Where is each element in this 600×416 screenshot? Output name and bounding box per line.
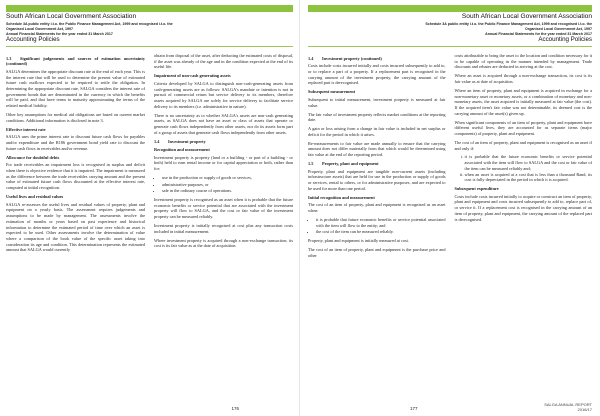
list-item: i. it is probable that the future economic benefits or service potential associated with the item will flow to SALGA and the cost or fair value of the item can be measured reliably and; <box>465 154 593 171</box>
right-columns <box>308 53 592 262</box>
heading-text: Recognition and measurement <box>154 146 210 152</box>
paragraph: Investment property is property (land or a building - or part of a building - or both) held to earn rental income or for capital appreciation or both, rather than for: <box>154 154 293 172</box>
paragraph: costs attributable to bring the asset to the location and condition necessary for it to be capable of operating in the manner intended by management. Trade discounts and rebates are deducted in arriving at the cost. <box>454 53 592 70</box>
header-line-2: Organised Local Government Act, 1997 <box>525 27 592 31</box>
left-columns <box>6 53 293 256</box>
footer-report-name: SALGA ANNUAL REPORT <box>544 402 592 407</box>
section-number: 1.4 <box>308 55 314 61</box>
section-heading <box>455 186 593 192</box>
bullet-list <box>308 217 446 235</box>
list-item: • it is probable that future economic benefits or service potential associated with the item will flow to the entity; and <box>316 217 446 228</box>
section-heading <box>308 195 446 201</box>
paragraph: Where an asset is acquired through a non-exchange transaction, its cost is its fair value as at date of acquisition. <box>454 73 592 84</box>
paragraph: Where investment property is acquired through a non-exchange transaction, its cost is its fair value as at the date of acquisition. <box>154 237 293 249</box>
section-heading <box>6 56 145 67</box>
paragraph: Investment property is initially recognised at cost plus any transaction costs included in initial measurement. <box>154 223 293 234</box>
paragraph: The cost of an item of property, plant and equipment is recognised as an asset when: <box>308 202 446 214</box>
right-col-1 <box>308 53 446 262</box>
section-heading <box>308 56 446 62</box>
heading-text: Investment property <box>168 138 206 144</box>
paragraph: The cost of an item of property, plant and equipment is the purchase price and other <box>308 246 446 258</box>
section-heading <box>6 194 145 200</box>
paragraph: Property, plant and equipment is initially measured at cost. <box>308 238 409 244</box>
paragraph: A gain or loss arising from a change in fair value is included in net surplus or deficit for the period in which it arises. <box>308 126 446 137</box>
heading-text: Subsequent measurement <box>308 89 356 95</box>
heading-text: Allowance for doubtful debts <box>6 154 60 160</box>
paragraph: For trade receivables an impairment loss is recognised in surplus and deficit when there is objective evidence that it is impaired. The impairment is measured as the difference between the trade receivables carrying amount and the present value of estimated future cash flows discounted at the effective interest rate, computed at initial recognition. <box>6 162 145 191</box>
bullet-list <box>154 175 293 194</box>
section-title: Accounting Policies <box>538 36 592 43</box>
heading-text: Impairment of non-cash generating assets <box>154 73 231 79</box>
heading-text: Property, plant and equipment <box>322 160 379 166</box>
paragraph: Criteria developed by SALGA to distinguish non-cash-generating assets from cash-generating assets are as follows: SALGA's mandate or intention is not in pursuit of commercial return but service delivery to its members, therefore assets acquired by SALGA are solely for service delivery to facilitate service delivery to its members (i.e. administrative in nature). <box>154 81 293 109</box>
header-line-1: Schedule 3A public entity i.t.o. the Public Finance Management Act, 1999 and recognised i.t.o. the <box>425 22 592 26</box>
paragraph: Subsequent to initial measurement, investment property is measured at fair value. <box>308 96 446 108</box>
paragraph: obtain from disposal of the asset, after deducting the estimated costs of disposal, if the asset was already of the age and in the condition expected at the end of its useful life. <box>154 53 293 70</box>
list-item: ii. when an asset is acquired at a cost that is less than a thousand Rand, its cost is fully depreciated in the period in which it is acquired. <box>465 172 593 183</box>
heading-text: Subsequent expenditure <box>454 186 499 191</box>
header-line-2: Organised Local Government Act, 1997 <box>6 27 73 31</box>
heading-text: Effective interest rate <box>6 126 46 132</box>
section-number: 1.4 <box>154 138 160 144</box>
heading-text: Investment property (continued) <box>322 55 382 61</box>
header-accent-bar <box>308 5 592 12</box>
page-header <box>308 5 592 53</box>
header-line-3: Annual Financial Statements for the year ended 31 March 2017 <box>485 32 592 36</box>
paragraph: When significant components of an item of property, plant and equipment have different useful lives, they are accounted for as separate items (major components) of property, plant and equipment. <box>454 119 592 136</box>
page-header <box>6 5 293 53</box>
header-line-1: Schedule 3A public entity i.t.o. the Public Finance Management Act, 1999 and recognised i.t.o. the <box>6 22 173 26</box>
list-item: • administrative purposes, or <box>162 182 293 188</box>
paragraph: Other key assumptions for medical aid obligations are based on current market conditions. Additional information is disclosed in note 3. <box>6 112 145 123</box>
heading-text: Initial recognition and measurement <box>308 194 375 200</box>
paragraph: The fair value of investment property reflects market conditions at the reporting date. <box>308 111 446 123</box>
section-heading <box>6 127 145 133</box>
paragraph: SALGA re-assesses the useful lives and residual values of property, plant and equipment on a yearly basis. The assessment requires judgements and assumptions to be made by management. The assessments involve the estimation of months or years based on past experience and historical information to determine the estimated period of time over which an asset is expected to be used. Other assessments involve the determination of value where a comparison of the book value of the specific asset taking into consideration its age and condition. This determination represents the estimated amount that SALGA would currently <box>6 201 145 253</box>
section-heading <box>308 89 446 95</box>
paragraph: SALGA uses the prime interest rate to discount future cash flows for payables and/or expenditure and the R186 government bond yield rate to discount the future cash flows in receivables and/or revenue. <box>6 134 145 151</box>
paragraph: Where an item of property, plant and equipment is acquired in exchange for a non-monetary asset or monetary assets, or a combination of monetary and non-monetary assets, the asset acquired is initially measured at fair value (the cost). If the acquired item's fair value was not determinable, its deemed cost is the carrying amount of the asset(s) given up. <box>454 87 592 116</box>
section-heading <box>154 139 293 145</box>
footer-report-year: 2016/17 <box>577 407 592 412</box>
list-item: • use in the production or supply of goods or services, <box>162 175 293 181</box>
right-page <box>300 0 600 416</box>
list-item: • the cost of the item can be measured reliably. <box>316 229 446 235</box>
organisation-name: South African Local Government Association <box>6 13 137 20</box>
left-col-1 <box>6 53 145 256</box>
paragraph: Investment property is recognised as an asset when it is probable that the future economic benefits or service potential that are associated with the investment property will flow to SALGA, and the cost or fair value of the investment property can be measured reliably. <box>154 197 293 220</box>
heading-text: Significant judgements and sources of estimation uncertainty (continued) <box>6 55 145 67</box>
left-col-2 <box>154 53 293 256</box>
section-number: 1.5 <box>308 160 314 166</box>
header-rule <box>6 46 293 47</box>
paragraph: Re-measurements to fair value are made annually to ensure that the carrying amount does not differ materially from that which would be determined using fair value at the end of the reporting period. <box>308 140 446 158</box>
page-number: 177 <box>410 406 418 411</box>
section-number: 1.3 <box>6 55 12 61</box>
section-heading <box>154 147 293 153</box>
heading-text: Useful lives and residual values <box>6 194 64 200</box>
header-accent-bar <box>6 5 293 12</box>
paragraph: Property, plant and equipment are tangible non-current assets (including infrastructure assets) that are held for use in the production or supply of goods or services, rental to others, or for administrative purposes, and are expected to be used for more than one period. <box>308 168 446 191</box>
report-footer <box>544 402 592 412</box>
section-heading <box>154 73 293 79</box>
page-number: 176 <box>231 406 239 411</box>
organisation-name: South African Local Government Association <box>461 13 592 20</box>
section-heading <box>308 161 446 167</box>
paragraph: There is no uncertainty as to whether SALGA's assets are non-cash generating assets, as SALGA does not have an asset or class of assets that operate or generate cash flows independently from other assets, nor do its assets form part of a group of assets that generate cash flows independently from other assets. <box>154 112 293 135</box>
paragraph: SALGA determines the appropriate discount rate at the end of each year. This is the interest rate that will be used to determine the present value of estimated future cash outflows expected to be required to settle the obligation. In determining the appropriate discount rate, SALGA considers the interest rate of government bonds that are denominated in the currency in which the benefits will be paid, and that have terms to maturity approximating the terms of the related medical liability. <box>6 68 145 109</box>
list-item: • sale in the ordinary course of operations. <box>162 188 293 194</box>
numbered-list <box>455 154 593 183</box>
header-rule <box>308 46 592 47</box>
header-line-3: Annual Financial Statements for the year ended 31 March 2017 <box>6 32 113 36</box>
right-col-2 <box>455 53 593 262</box>
section-heading <box>6 155 145 161</box>
section-title: Accounting Policies <box>6 36 60 43</box>
paragraph: Costs include costs incurred initially to acquire or construct an item of property, plant and equipment and costs incurred subsequently to add to, replace part of, or service it. If a replacement cost is recognised in the carrying amount of an item of property, plant and equipment, the carrying amount of the replaced part is derecognised. <box>454 193 592 222</box>
paragraph: The cost of an item of property, plant and equipment is recognised as an asset if and only if: <box>454 139 592 151</box>
paragraph: Costs include costs incurred initially and costs incurred subsequently to add to, or to replace a part of a property. If a replacement part is recognised in the carrying amount of the investment property, the carrying amount of the replaced part is derecognised. <box>308 63 446 86</box>
